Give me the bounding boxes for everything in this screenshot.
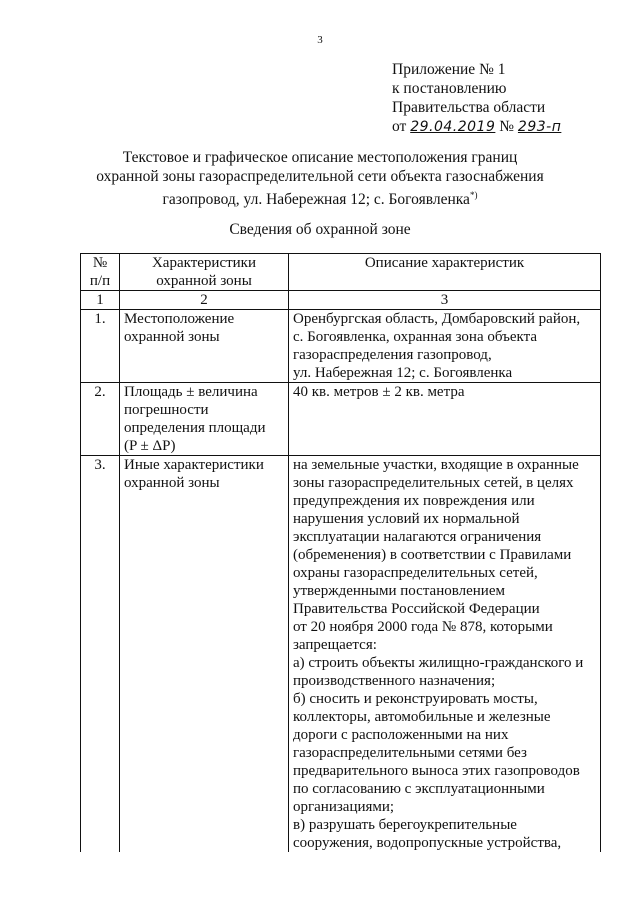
- description-line: (обременения) в соответствии с Правилами: [293, 547, 572, 563]
- description-line: запрещается:: [293, 637, 377, 653]
- title-line-1: Текстовое и графическое описание местоположения границ: [122, 149, 518, 166]
- description-line: на земельные участки, входящие в охранные: [293, 457, 579, 473]
- title-line-3: [0, 186, 640, 209]
- characteristic-line: определения площади: [124, 420, 266, 436]
- column-number-3: 3: [289, 291, 601, 310]
- row-characteristic: [120, 456, 289, 853]
- row-characteristic: [120, 383, 289, 456]
- description-line: б) сносить и реконструировать мосты,: [293, 691, 538, 707]
- handwritten-number: 293-п: [517, 119, 562, 135]
- description-line: дороги с расположенными на них: [293, 727, 509, 743]
- row-description: [289, 383, 601, 456]
- description-line: газораспределения газопровод,: [293, 347, 492, 363]
- appendix-line-1: Приложение № 1: [392, 61, 506, 78]
- column-number-1: 1: [81, 291, 120, 310]
- document-title: [0, 148, 640, 209]
- characteristic-line: охранной зоны: [124, 329, 220, 345]
- description-line: предварительного выноса этих газопроводов: [293, 763, 580, 779]
- handwritten-date: 29.04.2019: [410, 119, 496, 135]
- header-num-line-1: №: [92, 255, 108, 271]
- description-line: утвержденными постановлением: [293, 583, 505, 599]
- description-line: газораспределительными сетями без: [293, 745, 527, 761]
- row-description: [289, 310, 601, 383]
- row-number: 3.: [81, 456, 120, 853]
- row-description: [289, 456, 601, 853]
- characteristic-line: охранной зоны: [124, 475, 220, 491]
- table-row: [81, 310, 601, 383]
- table-header-row: [81, 254, 601, 291]
- characteristic-line: погрешности: [124, 402, 209, 418]
- row-characteristic: [120, 310, 289, 383]
- description-line: от 20 ноября 2000 года № 878, которыми: [293, 619, 553, 635]
- description-line: 40 кв. метров ± 2 кв. метра: [293, 384, 465, 400]
- appendix-date-line: [392, 117, 561, 137]
- column-number-row: [81, 291, 601, 310]
- header-description: [289, 254, 601, 291]
- description-line: в) разрушать берегоукрепительные: [293, 817, 517, 833]
- description-line: ул. Набережная 12; с. Богоявленка: [293, 365, 513, 381]
- header-char-line-1: Характеристики: [151, 255, 257, 271]
- description-line: нарушения условий их нормальной: [293, 511, 520, 527]
- description-line: охраны газораспределительных сетей,: [293, 565, 538, 581]
- protected-zone-table: [80, 253, 601, 852]
- description-line: по согласованию с эксплуатационными: [293, 781, 545, 797]
- description-line: организациями;: [293, 799, 395, 815]
- row-number: 1.: [81, 310, 120, 383]
- table-row: [81, 456, 601, 853]
- description-line: с. Богоявленка, охранная зона объекта: [293, 329, 538, 345]
- page-number: 3: [317, 34, 323, 46]
- description-line: производственного назначения;: [293, 673, 496, 689]
- description-line: сооружения, водопропускные устройства,: [293, 835, 562, 851]
- description-line: Оренбургская область, Домбаровский район,: [293, 311, 581, 327]
- title-line-2: охранной зоны газораспределительной сети объекта газоснабжения: [96, 168, 544, 185]
- characteristic-line: Площадь ± величина: [124, 384, 258, 400]
- section-subtitle: Сведения об охранной зоне: [229, 221, 411, 238]
- header-num: [81, 254, 120, 291]
- description-line: а) строить объекты жилищно-гражданского и: [293, 655, 584, 671]
- description-line: эксплуатации налагаются ограничения: [293, 529, 542, 545]
- characteristic-line: (P ± ΔP): [124, 438, 176, 454]
- header-characteristics: [120, 254, 289, 291]
- number-sign: №: [499, 118, 515, 135]
- description-line: Правительства Российской Федерации: [293, 601, 540, 617]
- table-row: [81, 383, 601, 456]
- characteristic-line: Местоположение: [124, 311, 235, 327]
- description-line: зоны газораспределительных сетей, в целях: [293, 475, 574, 491]
- row-number: 2.: [81, 383, 120, 456]
- description-line: предупреждения их повреждения или: [293, 493, 535, 509]
- date-prefix: от: [392, 118, 407, 135]
- appendix-header: [392, 60, 561, 137]
- header-num-line-2: п/п: [89, 273, 111, 289]
- header-char-line-2: охранной зоны: [156, 273, 252, 289]
- title-line-3-text: газопровод, ул. Набережная 12; с. Богоявленка: [162, 191, 470, 209]
- description-line: коллекторы, автомобильные и железные: [293, 709, 551, 725]
- footnote-mark: *): [469, 190, 478, 200]
- column-number-2: 2: [120, 291, 289, 310]
- characteristic-line: Иные характеристики: [124, 457, 264, 473]
- appendix-line-2: к постановлению: [392, 80, 507, 97]
- header-desc-text: Описание характеристик: [364, 255, 525, 271]
- appendix-line-3: Правительства области: [392, 99, 546, 116]
